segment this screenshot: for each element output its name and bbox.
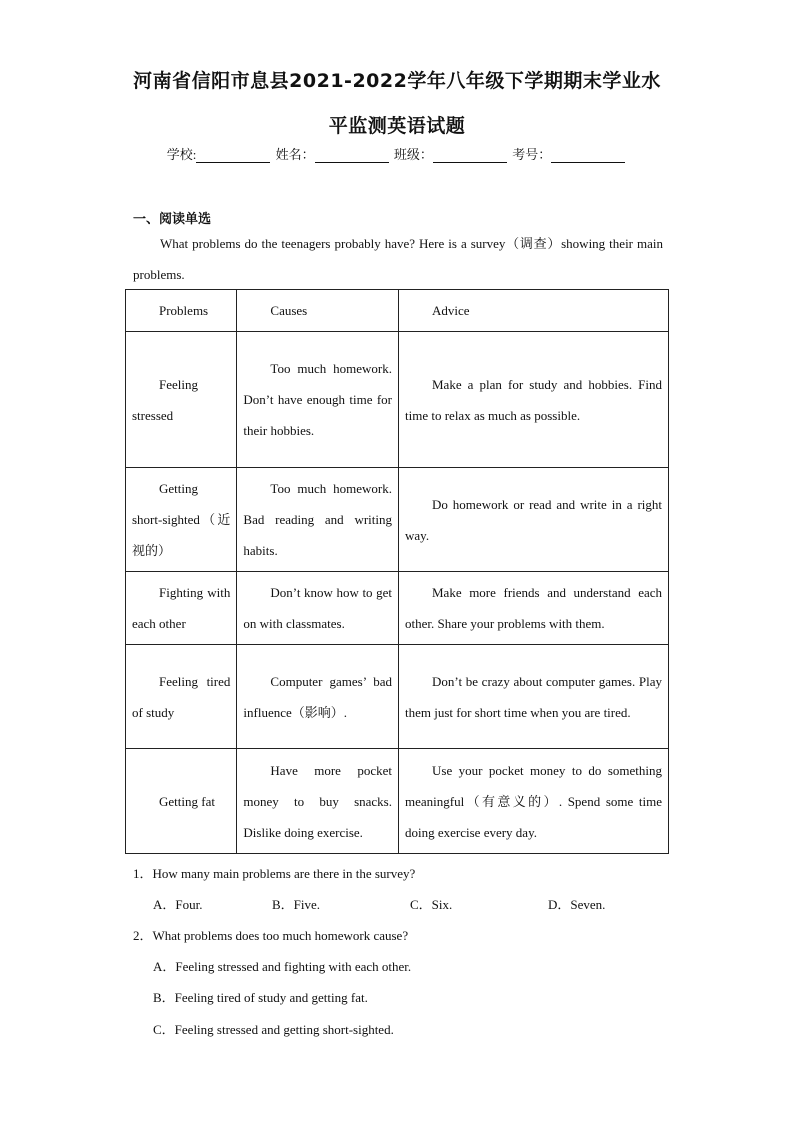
q1-option-c[interactable]: C．Six. (410, 897, 453, 912)
question-2: 2．What problems does too much homework cause? (133, 928, 409, 943)
section-heading: 一、阅读单选 (133, 212, 212, 227)
q2-option-a[interactable]: A．Feeling stressed and fighting with each other. (153, 959, 412, 974)
q1-option-d[interactable]: D．Seven. (548, 897, 606, 912)
advice-cell: Make more friends and understand each other. Share your problems with them. (399, 572, 669, 645)
table-row (126, 468, 669, 572)
q1-option-b[interactable]: B．Five. (272, 897, 321, 912)
number-label: 考号： (512, 147, 552, 162)
name-label: 姓名： (275, 147, 315, 162)
school-label: 学校: (166, 147, 197, 162)
cause-cell: Too much homework. Bad reading and writing habits. (237, 468, 399, 572)
header-causes: Causes (237, 290, 399, 332)
cause-cell: Don’t know how to get on with classmates. (237, 572, 399, 645)
q1-option-a[interactable]: A．Four. (153, 897, 203, 912)
class-blank (433, 148, 507, 163)
reading-intro: What problems do the teenagers probably have? Here is a survey（调查）showing their main problems. (133, 236, 663, 282)
school-blank (196, 148, 270, 163)
header-advice: Advice (399, 290, 669, 332)
table-row (126, 749, 669, 854)
survey-table (125, 289, 669, 854)
q2-option-c[interactable]: C．Feeling stressed and getting short-sighted. (153, 1022, 394, 1037)
question-1: 1．How many main problems are there in the survey? (133, 866, 416, 881)
problem-cell: Getting short-sighted（近视的） (126, 468, 237, 572)
cause-cell: Have more pocket money to buy snacks. Dislike doing exercise. (237, 749, 399, 854)
exam-title-line-1: 河南省信阳市息县2021-2022学年八年级下学期期末学业水 (133, 70, 661, 92)
number-blank (551, 148, 625, 163)
problem-cell: Feeling tired of study (126, 645, 237, 749)
table-row (126, 572, 669, 645)
problem-cell: Fighting with each other (126, 572, 237, 645)
advice-cell: Use your pocket money to do something meaningful（有意义的）. Spend some time doing exercise every day. (399, 749, 669, 854)
advice-cell: Don’t be crazy about computer games. Play them just for short time when you are tired. (399, 645, 669, 749)
exam-title-line-2: 平监测英语试题 (328, 115, 466, 137)
name-blank (315, 148, 389, 163)
problem-cell: Getting fat (126, 749, 237, 854)
header-problems: Problems (126, 290, 237, 332)
cause-cell: Computer games’ bad influence（影响）. (237, 645, 399, 749)
table-row (126, 332, 669, 468)
problem-cell: Feeling stressed (126, 332, 237, 468)
advice-cell: Make a plan for study and hobbies. Find time to relax as much as possible. (399, 332, 669, 468)
advice-cell: Do homework or read and write in a right way. (399, 468, 669, 572)
table-header-row (126, 290, 669, 332)
q2-option-b[interactable]: B．Feeling tired of study and getting fat. (153, 990, 368, 1005)
table-row (126, 645, 669, 749)
student-info-line (0, 144, 794, 163)
cause-cell: Too much homework. Don’t have enough time for their hobbies. (237, 332, 399, 468)
class-label: 班级： (393, 147, 433, 162)
